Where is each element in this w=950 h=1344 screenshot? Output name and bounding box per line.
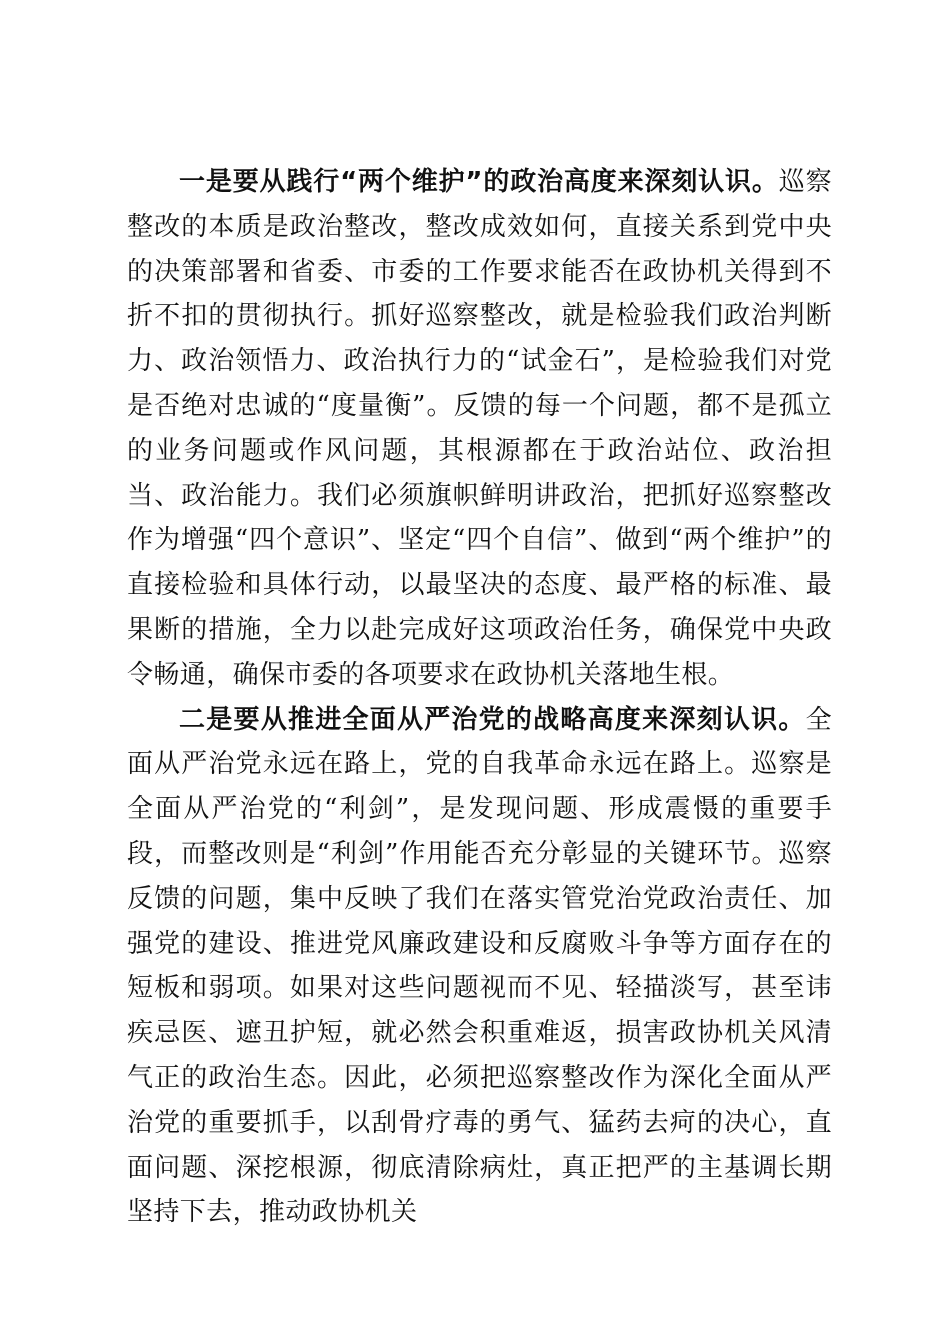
paragraph-two: [127, 698, 832, 1236]
paragraph-one-body: 巡察整改的本质是政治整改，整改成效如何，直接关系到党中央的决策部署和省委、市委的工作要求能否在政协机关得到不折不扣的贯彻执行。抓好巡察整改，就是检验我们政治判断力、政治领悟力、政治执行力的“试金石”，是检验我们对党是否绝对忠诚的“度量衡”。反馈的每一个问题，都不是孤立的业务问题或作风问题，其根源都在于政治站位、政治担当、政治能力。我们必须旗帜鲜明讲政治，把抓好巡察整改作为增强“四个意识”、坚定“四个自信”、做到“两个维护”的直接检验和具体行动，以最坚决的态度、最严格的标准、最果断的措施，全力以赴完成好这项政治任务，确保党中央政令畅通，确保市委的各项要求在政协机关落地生根。: [127, 167, 832, 690]
paragraph-one-lead: 一是要从践行“两个维护”的政治高度来深刻认识。: [179, 167, 779, 197]
paragraph-one: [127, 160, 832, 698]
paragraph-two-lead: 二是要从推进全面从严治党的战略高度来深刻认识。: [179, 704, 806, 735]
document-body: [127, 160, 832, 1235]
paragraph-two-body: 全面从严治党永远在路上，党的自我革命永远在路上。巡察是全面从严治党的“利剑”，是发现问题、形成震慑的重要手段，而整改则是“利剑”作用能否充分彰显的关键环节。巡察反馈的问题，集中反映了我们在落实管党治党政治责任、加强党的建设、推进党风廉政建设和反腐败斗争等方面存在的短板和弱项。如果对这些问题视而不见、轻描淡写，甚至讳疾忌医、遮丑护短，就必然会积重难返，损害政协机关风清气正的政治生态。因此，必须把巡察整改作为深化全面从严治党的重要抓手，以刮骨疗毒的勇气、猛药去疴的决心，直面问题、深挖根源，彻底清除病灶，真正把严的主基调长期坚持下去，推动政协机关: [127, 704, 832, 1228]
